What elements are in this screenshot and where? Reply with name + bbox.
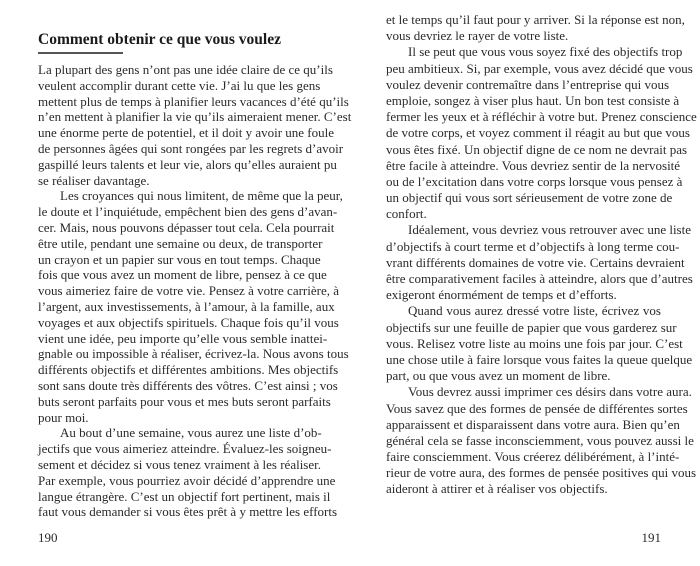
text-line: de personnes âgées qui sont rongées par les regrets d’avoir [38,140,344,156]
text-line: être facile à atteindre. Vous devriez sentir de la nervosité [386,157,681,173]
text-line: différents objectifs et différentes ambitions. Mes objectifs [38,362,339,378]
text-line: Vous devrez aussi imprimer ces désirs dans votre aura. [408,384,692,400]
text-line: La plupart des gens n’ont pas une idée claire de ce qu’ils [38,62,333,77]
text-line: gaspillé leurs talents et leur vie, alors qu’elles auraient pu [38,156,337,172]
paragraph [386,303,693,384]
text-line: Quand vous aurez dressé votre liste, écrivez vos [408,303,661,319]
text-line: être comparativement faciles à atteindre, alors que d’autres [386,271,693,286]
right-page [386,0,697,566]
left-page-body [38,62,352,520]
text-line: apparaissent et disparaissent dans votre aura. Bien qu’en [386,416,680,432]
paragraph [386,384,697,497]
text-line: et le temps qu’il faut pour y arriver. Si la réponse est non, [386,12,685,27]
text-line: vous aimeriez faire de votre vie. Pensez à votre carrière, à [38,283,340,299]
text-line: emploie, songez à viser plus haut. Un bon test consiste à [386,92,680,108]
text-line: Il se peut que vous vous soyez fixé des objectifs trop [408,44,683,60]
text-line: sement et décidez si vous tenez vraiment à les réaliser. [38,456,321,472]
paragraph [386,222,693,303]
text-line: être utile, pendant une semaine ou deux, de transporter [38,235,323,251]
text-line: fermer les yeux et à réfléchir à votre but. Prenez conscience [386,109,697,125]
title-underline-divider [38,52,123,54]
text-line: part, ou que vous avez un moment de libre. [386,368,611,384]
text-line: vous êtes fixé. Un objectif digne de ce nom ne devrait pas [386,141,688,157]
text-line: un crayon et un papier sur vous en tout temps. Chaque [38,251,321,267]
text-line: l’argent, aux investissements, à l’amour, à la famille, aux [38,298,335,314]
text-line: objectifs sur une feuille de papier que vous garderez sur [386,319,677,335]
text-line: sont sans doute très différents des vôtres. C’est ainsi ; vos [38,377,338,393]
text-line: une chose utile à faire lorsque vous faites la queue quelque [386,351,693,367]
left-page [38,0,352,566]
text-line: voyages et aux objectifs spirituels. Chaque fois qu’il vous [38,314,339,330]
text-line: de votre corps, et voyez comment il réagit au but que vous [386,125,690,141]
text-line: rieur de votre aura, des formes de pensée positives qui vous [386,465,697,481]
text-line: voulez devenir contremaître dans l’entreprise qui vous [386,76,670,92]
text-line: faut vous demander si vous êtes prêt à y mettre les efforts [38,504,338,520]
page-number-left: 190 [38,530,58,545]
text-line: n’en mettent à planifier la vie qu’ils aimeraient mener. C’est [38,109,352,125]
text-line: vrant différents domaines de votre vie. Certains devraient [386,254,685,270]
text-line: Au bout d’une semaine, vous aurez une liste d’ob- [60,425,322,441]
text-line: exigeront énormément de temps et d’efforts. [386,287,617,303]
text-line: confort. [386,206,427,222]
text-line: général cela se fasse inconsciemment, vous pouvez aussi le [386,432,694,448]
text-line: mettent plus de temps à planifier leurs vacances d’été qu’ils [38,93,349,109]
paragraph [38,188,349,425]
paragraph [386,12,685,44]
text-line: cer. Mais, nous pouvons dépasser tout cela. Cela pourrait [38,219,335,235]
text-line: fois que vous avez un moment de libre, pensez à ce que [38,267,327,283]
text-line: Idéalement, vous devriez vous retrouver avec une liste [408,222,691,238]
right-page-body [386,12,697,498]
text-line: un objectif qui vous sort sérieusement de votre zone de [386,190,673,206]
text-line: vous. Relisez votre liste au moins une fois par jour. C’est [386,335,683,351]
text-line: Par exemple, vous pourriez avoir décidé d’apprendre une [38,472,336,488]
text-line: faire consciemment. Vous créerez délibérément, à l’inté- [386,449,680,465]
text-line: le doute et l’inquiétude, empêchent bien des gens d’avan- [38,204,338,220]
text-line: Vous savez que des formes de pensée de différentes sortes [386,400,688,416]
text-line: une énorme perte de potentiel, et il doit y avoir une foule [38,125,335,141]
text-line: gnable ou impossible à réaliser, écrivez-la. Nous avons tous [38,346,349,362]
text-line: jectifs que vous aimeriez atteindre. Évaluez-les soigneu- [38,441,332,457]
text-line: vous devriez le rayer de votre liste. [386,28,569,44]
text-line: peu ambitieux. Si, par exemple, vous avez décidé que vous [386,60,693,76]
text-line: buts seront parfaits pour vous et mes buts seront parfaits [38,393,331,409]
text-line: veulent accomplir durant cette vie. J’ai lu que les gens [38,77,321,93]
text-line: langue étrangère. C’est un objectif fort pertinent, mais il [38,488,331,504]
paragraph [38,425,338,520]
paragraph [38,62,352,188]
page-number-right: 191 [641,530,661,545]
chapter-section-title: Comment obtenir ce que vous voulez [38,31,281,48]
text-line: se réaliser davantage. [38,172,150,188]
text-line: pour moi. [38,409,89,425]
text-line: d’objectifs à court terme et d’objectifs à long terme cou- [386,238,680,254]
paragraph [386,44,697,222]
text-line: ou de l’excitation dans votre corps lorsque vous pensez à [386,173,683,189]
text-line: aideront à attirer et à réaliser vos objectifs. [386,481,608,497]
text-line: vient une idée, peu importe qu’elle vous semble inattei- [38,330,328,346]
text-line: Les croyances qui nous limitent, de même que la peur, [60,188,343,204]
